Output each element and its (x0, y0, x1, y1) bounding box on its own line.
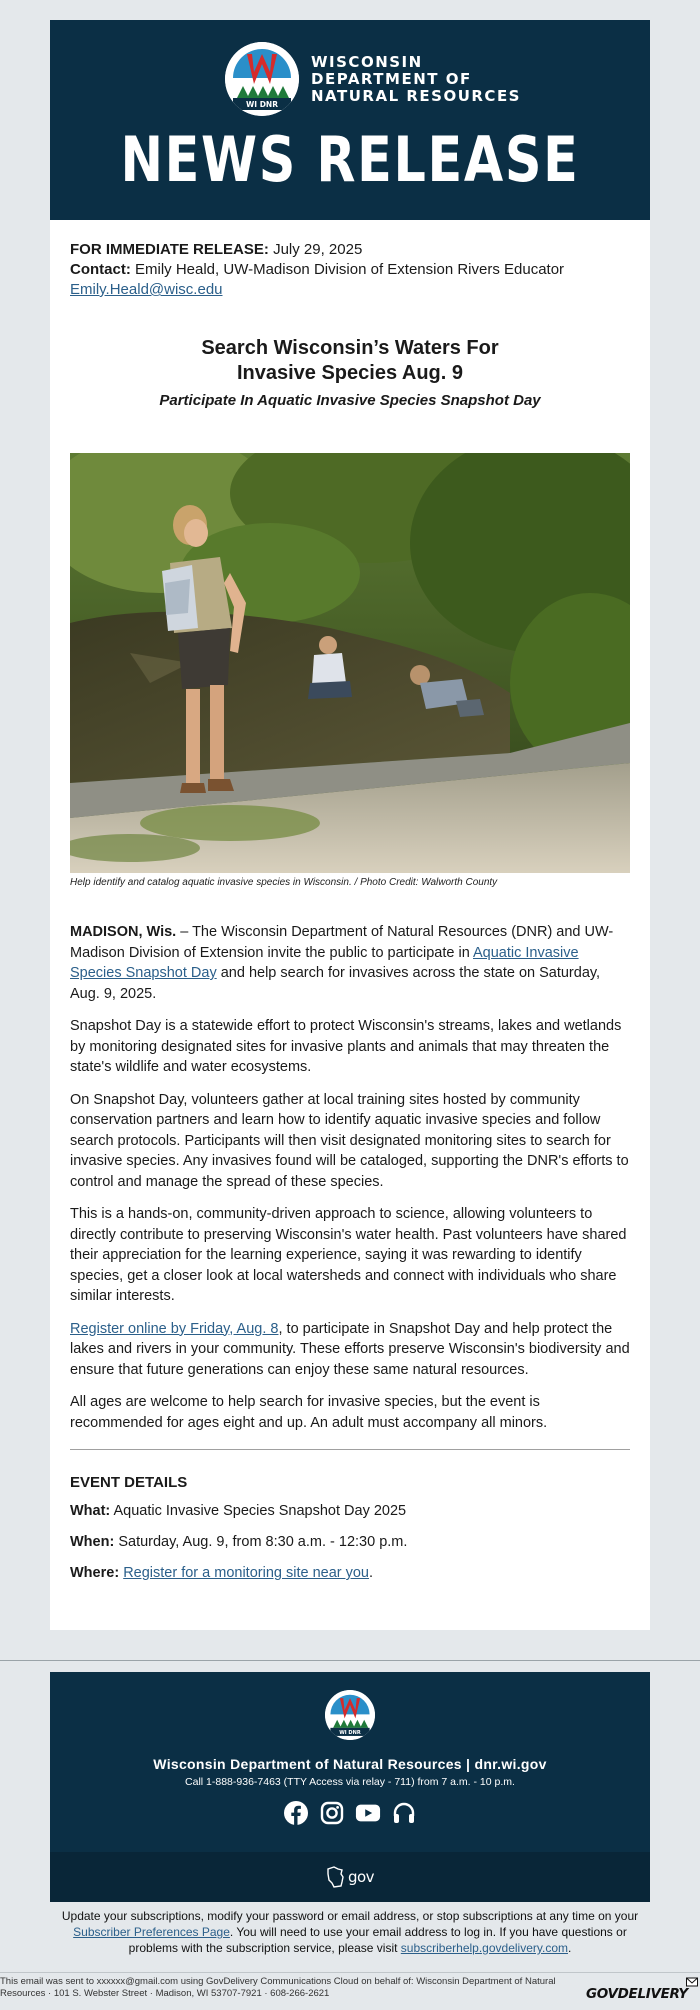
photo-caption: Help identify and catalog aquatic invasive species in Wisconsin. / Photo Credit: Walworth County (70, 877, 498, 888)
paragraph-5 (70, 1319, 630, 1381)
agency-name-line2: DEPARTMENT OF (311, 69, 472, 88)
footer-title[interactable]: Wisconsin Department of Natural Resources | dnr.wi.gov (153, 1756, 547, 1772)
gov-text[interactable]: gov (347, 1868, 375, 1886)
subscription-text-b: . You will need to use your email address to log in. If you have questions or problems with the subscription service, please visit (128, 1925, 627, 1955)
release-label: FOR IMMEDIATE RELEASE: (70, 241, 269, 258)
release-body (70, 922, 630, 1433)
register-online-link[interactable]: Register online by Friday, Aug. 8 (70, 1320, 279, 1337)
agency-name-line3: NATURAL RESOURCES (311, 86, 521, 105)
headline (70, 336, 630, 386)
instagram-icon[interactable] (319, 1800, 345, 1826)
release-content (50, 220, 650, 1583)
release-date: July 29, 2025 (273, 241, 363, 258)
snapshot-day-link[interactable]: Aquatic Invasive Species Snapshot Day (70, 944, 579, 981)
svg-text:WI DNR: WI DNR (246, 100, 278, 109)
podcast-icon[interactable] (391, 1800, 417, 1826)
social-links (50, 1800, 650, 1826)
youtube-icon[interactable] (355, 1800, 381, 1826)
wisconsin-gov-bar (50, 1852, 650, 1902)
news-release-title: NEWS RELEASE (120, 123, 580, 196)
legal-notice: This email was sent to xxxxxx@gmail.com using GovDelivery Communications Cloud on behalf of: Wisconsin Department of Natural Resources · 101 S. Webster Street · Madison, WI 53707-7921 · 608-266-2621 (0, 1976, 556, 1999)
legal-separator (0, 1972, 700, 1973)
dateline: MADISON, Wis. (70, 924, 177, 940)
footer (50, 1672, 650, 1902)
contact-text: Emily Heald, UW-Madison Division of Extension Rivers Educator (135, 261, 565, 278)
monitoring-site-link[interactable]: Register for a monitoring site near you (123, 1565, 370, 1581)
subscription-notice (50, 1908, 650, 1956)
event-when (70, 1532, 630, 1552)
agency-branding (225, 42, 521, 116)
event-when-label: When: (70, 1534, 115, 1550)
agency-name-line1: WISCONSIN (311, 52, 423, 71)
paragraph-5-text: , to participate in Snapshot Day and help protect the lakes and rivers in your community. These efforts preserve Wisconsin's biodiversity and ensure that future generations can enjoy these same natural resources. (70, 1320, 630, 1378)
headline-line2: Invasive Species Aug. 9 (236, 362, 464, 384)
event-when-value: Saturday, Aug. 9, from 8:30 a.m. - 12:30 p.m. (118, 1534, 408, 1550)
agency-name (311, 54, 521, 105)
news-photo (70, 453, 630, 873)
header-banner (50, 20, 650, 220)
paragraph-3: On Snapshot Day, volunteers gather at local training sites hosted by community conservation partners and learn how to identify aquatic invasive species and follow search protocols. Participants will then visit designated monitoring sites to search for invasive species. Any invasives found will be cataloged, supporting the DNR's efforts to control and manage the spread of these species. (70, 1091, 629, 1190)
dnr-logo (225, 42, 299, 116)
paragraph-2: Snapshot Day is a statewide effort to protect Wisconsin's streams, lakes and wetlands by monitoring designated sites for invasive plants and animals that may threaten the state's wildlife and water ecosystems. (70, 1018, 622, 1075)
paragraph-1-text-a: – The Wisconsin Department of Natural Resources (DNR) and UW-Madison Division of Extension invite the public to participate in (70, 924, 614, 961)
subheadline: Participate In Aquatic Invasive Species Snapshot Day (159, 392, 541, 409)
event-what-value: Aquatic Invasive Species Snapshot Day 2025 (113, 1503, 407, 1519)
subscription-text-a: Update your subscriptions, modify your password or email address, or stop subscriptions at any time on your (61, 1909, 639, 1923)
event-where-end: . (369, 1565, 374, 1581)
subscription-text-c: . (567, 1941, 572, 1955)
headline-line1: Search Wisconsin’s Waters For (201, 337, 499, 359)
paragraph-6: All ages are welcome to help search for invasive species, but the event is recommended for ages eight and up. An adult must accompany all minors. (70, 1394, 548, 1431)
wisconsin-state-icon (326, 1866, 346, 1888)
email-card (50, 20, 650, 1630)
svg-text:WI DNR: WI DNR (339, 1729, 361, 1736)
event-where-label: Where: (70, 1565, 120, 1581)
paragraph-4: This is a hands-on, community-driven approach to science, allowing volunteers to directly contribute to preserving Wisconsin's water health. Past volunteers have shared their appreciation for the learning experience, saying it was rewarding to identify species, get a closer look at local watersheds and connect with individuals who share similar interests. (70, 1206, 627, 1304)
paragraph-1 (70, 922, 630, 1004)
contact-email-link[interactable]: Emily.Heald@wisc.edu (70, 281, 223, 298)
subscriber-preferences-link[interactable]: Subscriber Preferences Page (73, 1925, 230, 1939)
event-what (70, 1501, 630, 1521)
event-what-label: What: (70, 1503, 111, 1519)
footer-dnr-logo (325, 1690, 375, 1740)
govdelivery-logo: GOVDELIVERY (586, 1986, 688, 2002)
footer-phone: Call 1-888-936-7463 (TTY Access via relay - 711) from 7 a.m. - 10 p.m. (185, 1776, 515, 1788)
facebook-icon[interactable] (283, 1800, 309, 1826)
section-divider (70, 1449, 630, 1450)
footer-separator (0, 1660, 700, 1661)
subscriber-help-link[interactable]: subscriberhelp.govdelivery.com (400, 1941, 568, 1955)
contact-label: Contact: (70, 261, 131, 278)
paragraph-1-text-b: and help search for invasives across the state on Saturday, Aug. 9, 2025. (70, 965, 601, 1002)
release-meta (70, 240, 630, 300)
envelope-icon (686, 1976, 698, 1988)
event-where (70, 1563, 630, 1583)
event-details-heading: EVENT DETAILS (70, 1474, 188, 1491)
